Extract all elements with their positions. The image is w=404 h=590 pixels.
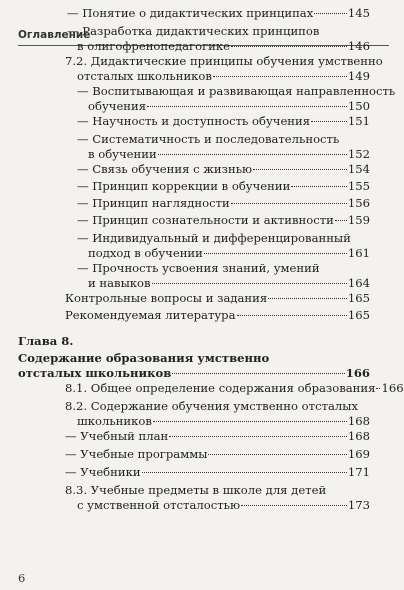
- toc-entry-title: Контрольные вопросы и задания: [65, 291, 268, 305]
- dot-leader: [253, 169, 347, 170]
- toc-page-number: 166: [345, 365, 370, 380]
- toc-entry-title: школьников: [77, 413, 152, 428]
- dot-leader: [376, 388, 380, 389]
- dot-leader: [153, 421, 347, 422]
- dot-leader: [291, 186, 347, 187]
- toc-page-number: 171: [347, 465, 370, 479]
- toc-entry-title: — Воспитывающая и развивающая направленность: [77, 84, 396, 98]
- toc-entry[interactable]: [0, 6, 380, 21]
- toc-entry-title: — Связь обучения с жизнью: [77, 162, 253, 176]
- toc-page-number: 149: [347, 68, 370, 83]
- toc-entry-title: 7.2. Дидактические принципы обучения умственно: [65, 54, 383, 68]
- toc-page-number: 155: [347, 179, 370, 193]
- dot-leader: [311, 121, 347, 122]
- toc-page-number: 154: [347, 162, 370, 176]
- toc-entry-title: отсталых школьников: [77, 68, 212, 83]
- toc-entry-title: — Принцип наглядности: [77, 196, 230, 210]
- toc-entry-title: — Учебники: [65, 465, 141, 479]
- toc-page-number: 146: [347, 38, 370, 53]
- toc-entry-title: — Прочность усвоения знаний, умений: [77, 261, 320, 275]
- toc-entry-title: — Систематичность и последовательность: [77, 132, 340, 146]
- dot-leader: [231, 46, 347, 47]
- dot-leader: [152, 283, 347, 284]
- dot-leader: [147, 106, 347, 107]
- toc-page-number: 150: [347, 98, 370, 113]
- dot-leader: [158, 154, 347, 155]
- toc-entry-title: и навыков: [88, 275, 151, 290]
- dot-leader: [268, 298, 347, 299]
- toc-page-number: 145: [347, 6, 370, 20]
- toc-entry[interactable]: [0, 291, 380, 306]
- toc-entry[interactable]: [0, 351, 380, 380]
- toc-entry[interactable]: [0, 465, 380, 480]
- toc-page-number: 165: [347, 291, 370, 305]
- toc-entry[interactable]: [0, 179, 380, 194]
- toc-entry-title: с умственной отсталостью: [77, 497, 241, 512]
- toc-entry[interactable]: [0, 114, 380, 129]
- toc-page-number: 161: [347, 245, 370, 260]
- toc-entry[interactable]: [0, 261, 380, 290]
- toc-entry[interactable]: [0, 399, 380, 428]
- toc-entry-title: — Учебный план: [65, 429, 169, 443]
- toc-page-number: 151: [347, 114, 370, 128]
- toc-entry[interactable]: [0, 429, 380, 444]
- toc-entry-title: — Индивидуальный и дифференцированный: [77, 231, 351, 245]
- dot-leader: [208, 454, 346, 455]
- toc-entry[interactable]: [0, 447, 380, 462]
- toc-entry-title: в обучении: [88, 146, 157, 161]
- toc-page-number: 152: [347, 146, 370, 161]
- toc-entry-title: 8.2. Содержание обучения умственно отсталых: [65, 399, 359, 413]
- dot-leader: [213, 76, 347, 77]
- toc-page-number: 168: [347, 413, 370, 428]
- toc-page-number: 166: [381, 381, 404, 395]
- dot-leader: [335, 220, 347, 221]
- dot-leader: [204, 253, 347, 254]
- toc-page-number: 169: [347, 447, 370, 461]
- toc-entry[interactable]: [0, 213, 380, 228]
- dot-leader: [241, 505, 347, 506]
- toc-entry-title: — Учебные программы: [65, 447, 208, 461]
- toc-entry-title: — Научность и доступность обучения: [77, 114, 311, 128]
- toc-entry[interactable]: [0, 381, 404, 396]
- toc-entry[interactable]: [0, 24, 380, 53]
- toc-entry-title: Рекомендуемая литература: [65, 308, 236, 322]
- toc-page-number: 156: [347, 196, 370, 210]
- dot-leader: [231, 203, 347, 204]
- toc-page-number: 164: [347, 275, 370, 290]
- dot-leader: [237, 315, 347, 316]
- toc-entry-title: — Разработка дидактических принципов: [67, 24, 320, 38]
- toc-entry-title: 8.1. Общее определение содержания образования: [65, 381, 376, 395]
- toc-entry-title: Содержание образования умственно: [18, 351, 270, 365]
- dot-leader: [172, 373, 345, 374]
- toc-entry[interactable]: [0, 54, 383, 83]
- toc-entry-title: в олигофренопедагогике: [77, 38, 231, 53]
- toc-entry[interactable]: [0, 84, 396, 113]
- toc-entry-title: обучения: [88, 98, 147, 113]
- toc-entry[interactable]: [0, 308, 380, 323]
- toc-entry[interactable]: [0, 483, 380, 512]
- toc-entry-title: — Понятие о дидактических принципах: [67, 6, 314, 20]
- toc-entry-title: — Принцип сознательности и активности: [77, 213, 334, 227]
- toc-entry[interactable]: [0, 132, 380, 161]
- chapter-label: Глава 8.: [18, 334, 74, 348]
- page-header-title: Оглавление: [18, 29, 91, 41]
- toc-entry-title: отсталых школьников: [18, 365, 172, 380]
- toc-page-number: 168: [347, 429, 370, 443]
- toc-entry-title: подход в обучении: [88, 245, 203, 260]
- toc-entry-title: — Принцип коррекции в обучении: [77, 179, 291, 193]
- toc-entry[interactable]: [0, 162, 380, 177]
- toc-page-number: 165: [347, 308, 370, 322]
- page-number: 6: [18, 571, 26, 585]
- toc-entry-title: 8.3. Учебные предметы в школе для детей: [65, 483, 327, 497]
- toc-page-number: 159: [347, 213, 370, 227]
- dot-leader: [169, 436, 347, 437]
- dot-leader: [314, 13, 347, 14]
- toc-entry[interactable]: [0, 231, 380, 260]
- toc-page-number: 173: [347, 497, 370, 512]
- dot-leader: [142, 472, 347, 473]
- toc-entry[interactable]: [0, 196, 380, 211]
